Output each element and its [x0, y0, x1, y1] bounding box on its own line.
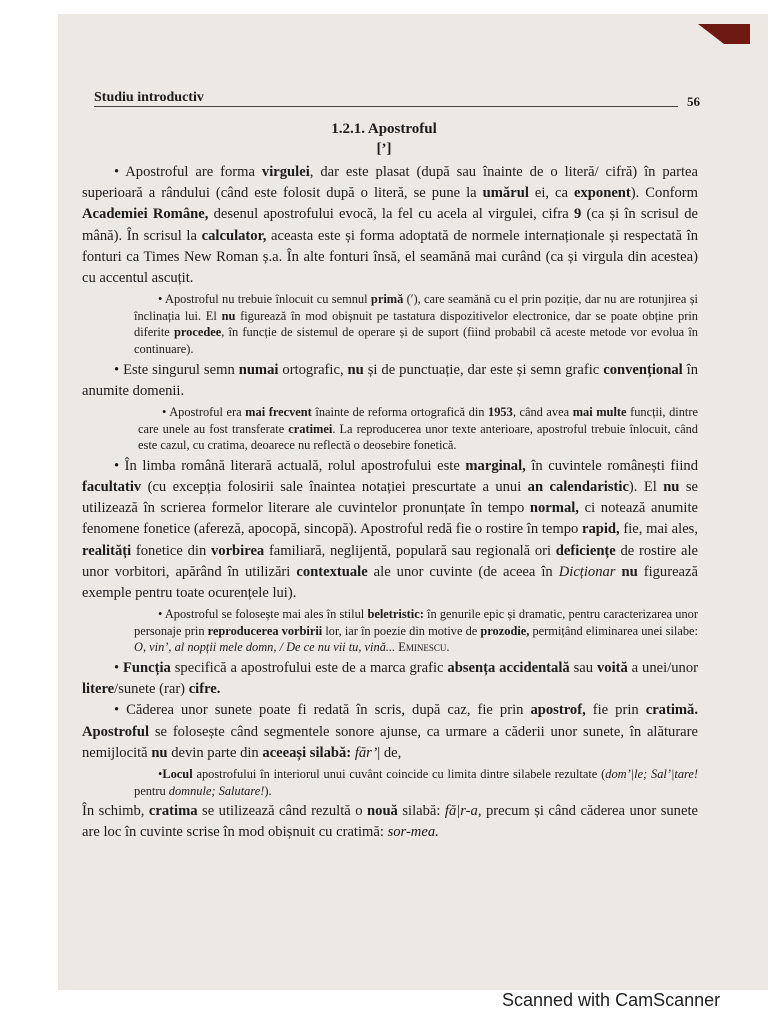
text-span: sau	[569, 659, 597, 676]
section-title: 1.2.1. Apostroful	[331, 121, 437, 137]
bold-span: procedee	[173, 325, 222, 340]
text-span: se utilizează când rezultă o	[197, 803, 368, 820]
text-span: • Este singurul semn	[114, 361, 239, 378]
bold-span: nu	[621, 563, 638, 580]
text-span: specifică a apostrofului este de a marca grafic	[170, 659, 448, 676]
bold-span: apostrof,	[530, 702, 586, 719]
bold-span: 9	[573, 206, 582, 223]
bold-span: beletristic:	[367, 607, 424, 622]
text-span: ). El	[628, 478, 664, 495]
text-span: pentru	[134, 783, 169, 798]
text-span: ).	[264, 783, 272, 798]
bold-span: Apostroful	[82, 723, 150, 740]
paragraph-function	[82, 658, 698, 700]
bold-span: primă	[370, 292, 404, 307]
page-header	[94, 90, 700, 110]
bold-span: nu	[151, 744, 168, 761]
text-span: ortografic,	[278, 361, 348, 378]
bold-span: nu	[663, 478, 680, 495]
text-span: fonetice din	[131, 542, 211, 559]
text-span: (cu excepția folosirii sale înaintea notației prescurtate a unui	[141, 478, 528, 495]
bold-span: mai multe	[572, 405, 627, 419]
paragraph-hyphen-usage	[82, 801, 698, 843]
text-span: În schimb,	[82, 803, 149, 820]
text-span: figurează exemple pentru toate ocurențele lui).	[82, 563, 698, 601]
section-symbol: [’]	[376, 141, 392, 157]
paragraph-orthographic-sign	[82, 360, 698, 402]
text-span: și de punctuație, dar este și semn grafic	[363, 361, 604, 378]
text-span: (′), care seamănă cu el prin poziție, dar nu are rotunjirea și înclinația lui. El	[134, 292, 698, 323]
text-span: lor, iar în poezie din motive de	[322, 623, 481, 638]
bold-span: absența accidentală	[447, 659, 570, 676]
text-span: funcții, dintre care unele au fost transferate	[138, 405, 698, 436]
paragraph-marginal-role	[82, 456, 698, 604]
bold-span: realități	[82, 542, 132, 559]
text-span: în anumite domenii.	[82, 361, 698, 399]
bold-span: vorbirea	[210, 542, 265, 559]
text-span: /sunete (rar)	[114, 681, 189, 698]
bold-span: cratima	[148, 803, 198, 820]
italic-span: făr’	[354, 744, 378, 761]
text-span: în cuvintele românești fiind	[525, 457, 698, 474]
bold-span: cifre.	[188, 681, 221, 698]
bold-span: prozodie,	[480, 623, 530, 638]
text-span: •	[158, 767, 163, 781]
bold-span: normal,	[529, 500, 579, 517]
bold-span: nouă	[367, 803, 398, 820]
text-span: ei, ca	[528, 185, 575, 202]
text-span: apostrofului în interiorul unui cuvânt coincide cu limita dintre silabele rezultate (	[192, 767, 606, 781]
bold-span: contextuale	[296, 563, 368, 580]
bold-span: calculator,	[201, 227, 267, 244]
text-span: , în funcție de sistemul de operare și de suport (fiind probabil că aceste metode vor evolua în continuare).	[134, 325, 698, 356]
note-apostrophe-location	[134, 766, 698, 799]
text-span: • Apostroful se folosește mai ales în stilul	[158, 607, 368, 622]
author-name: Eminescu.	[398, 640, 450, 655]
bold-span: numai	[238, 361, 279, 378]
text-span: devin parte din	[167, 744, 263, 761]
bold-span: voită	[596, 659, 628, 676]
bold-span: exponent	[574, 185, 631, 202]
bold-span: umărul	[482, 185, 529, 202]
text-span: | de,	[377, 744, 402, 761]
text-span: silabă:	[397, 803, 445, 820]
text-span: (ca și în scrisul de mână). În scrisul la	[82, 206, 698, 244]
bold-span: cratimei	[288, 421, 333, 436]
bold-span: nu	[347, 361, 364, 378]
text-span: permițând eliminarea unei silabe:	[529, 623, 698, 638]
bold-span: reproducerea vorbirii	[207, 623, 323, 638]
text-span: • În limba română literară actuală, rolul apostrofului este	[114, 457, 466, 474]
bold-span: Locul	[162, 767, 193, 781]
italic-span: fă|r-a,	[444, 803, 482, 820]
bold-span: marginal,	[465, 457, 526, 474]
note-prime-sign	[134, 291, 698, 357]
bold-span: deficiențe	[555, 542, 616, 559]
text-span: • Apostroful nu trebuie înlocuit cu semnul	[158, 292, 371, 307]
text-span: • Apostroful era	[162, 405, 246, 419]
text-span: fie prin	[585, 702, 646, 719]
page-corner-tab	[698, 24, 750, 44]
text-span: ). Conform	[630, 185, 698, 202]
bold-span: convențional	[603, 361, 683, 378]
text-span: • Căderea unor sunete poate fi redată în scris, după caz, fie prin	[114, 702, 531, 719]
text-span: înainte de reforma ortografică din	[311, 405, 489, 419]
italic-span: Dicționar	[558, 563, 616, 580]
text-span: •	[114, 659, 124, 676]
text-span: . La reproducerea unor texte anterioare, apostroful trebuie înlocuit, când este cazul, cu cratima, deoarece nu reflectă o deosebire fonetică.	[138, 421, 698, 453]
text-span: ale unor cuvinte (de aceea în	[367, 563, 559, 580]
paragraph-sound-loss	[82, 700, 698, 764]
bold-span: Funcția	[123, 659, 171, 676]
bold-span: aceeași silabă:	[262, 744, 352, 761]
italic-span: dom’|le; Sal’|tare!	[605, 767, 698, 781]
bold-span: mai frecvent	[245, 405, 312, 419]
text-span: ci notează anumite fenomene fonetice (afereză, apocopă, sincopă). Apostroful redă fie o rostire în tempo	[82, 500, 698, 538]
text-span: a unei/unor	[627, 659, 698, 676]
header-rule	[94, 106, 678, 107]
text-span: de rostire ale unor vorbitori, apărând în utilizări	[82, 542, 699, 580]
text-span: familiară, neglijentă, populară sau regională ori	[264, 542, 556, 559]
text-span: figurează în mod obișnuit pe tastatura dispozitivelor electronice, dar se poate obține prin diferite	[134, 308, 698, 340]
text-span: se utilizează în scrierea formelor literare ale cuvintelor pronunțate în tempo	[82, 478, 698, 517]
text-span: precum și când căderea unor sunete are loc în cuvinte scrise în mod obișnuit cu cratimă:	[82, 803, 698, 841]
text-span: • Apostroful are forma	[114, 164, 262, 180]
document-body	[82, 162, 698, 844]
running-title: Studiu introductiv	[94, 90, 204, 105]
bold-span: rapid,	[581, 521, 620, 538]
bold-span: an calendaristic	[527, 478, 629, 495]
bold-span: nu	[221, 308, 236, 323]
camscanner-watermark: Scanned with CamScanner	[502, 990, 721, 1010]
italic-span: domnule; Salutare!	[168, 783, 265, 798]
paragraph-apostrophe-form	[82, 162, 698, 289]
note-reform-1953	[138, 404, 698, 454]
note-beletristic-style	[134, 606, 698, 656]
page-number: 56	[687, 94, 700, 109]
bold-span: 1953	[488, 405, 513, 419]
italic-span: O, vin’, al nopții mele domn, / De ce nu vii tu, vină...	[134, 640, 396, 655]
italic-span: sor-mea.	[387, 824, 439, 841]
bold-span: litere	[82, 681, 115, 698]
text-span: , dar este plasat (după sau înainte de o literă/ cifră) în partea superioară a rândului (când este folosit după o literă, se pune la	[82, 164, 699, 202]
text-span: fie, mai ales,	[619, 521, 698, 538]
bold-span: Academiei Române,	[82, 206, 209, 223]
bold-span: cratimă.	[645, 702, 698, 719]
text-span: se folosește când segmentele sonore ajunse, ca urmare a căderii unor sunete, în alăturare nemijlocită	[82, 723, 698, 761]
text-span: aceasta este și forma adoptată de normele internaționale și respectată în fonturi ca Times New Roman ș.a. În alte fonturi însă, el seamănă mai curând (ca și virgula din acestea) cu accentul ascuțit.	[82, 227, 698, 287]
bold-span: facultativ	[82, 478, 142, 495]
text-span: , când avea	[512, 405, 573, 419]
text-span: desenul apostrofului evocă, la fel cu acela al virgulei, cifra	[208, 206, 574, 223]
text-span: în genurile epic și dramatic, pentru caracterizarea unor personaje prin	[134, 607, 699, 638]
bold-span: virgulei	[261, 164, 310, 180]
